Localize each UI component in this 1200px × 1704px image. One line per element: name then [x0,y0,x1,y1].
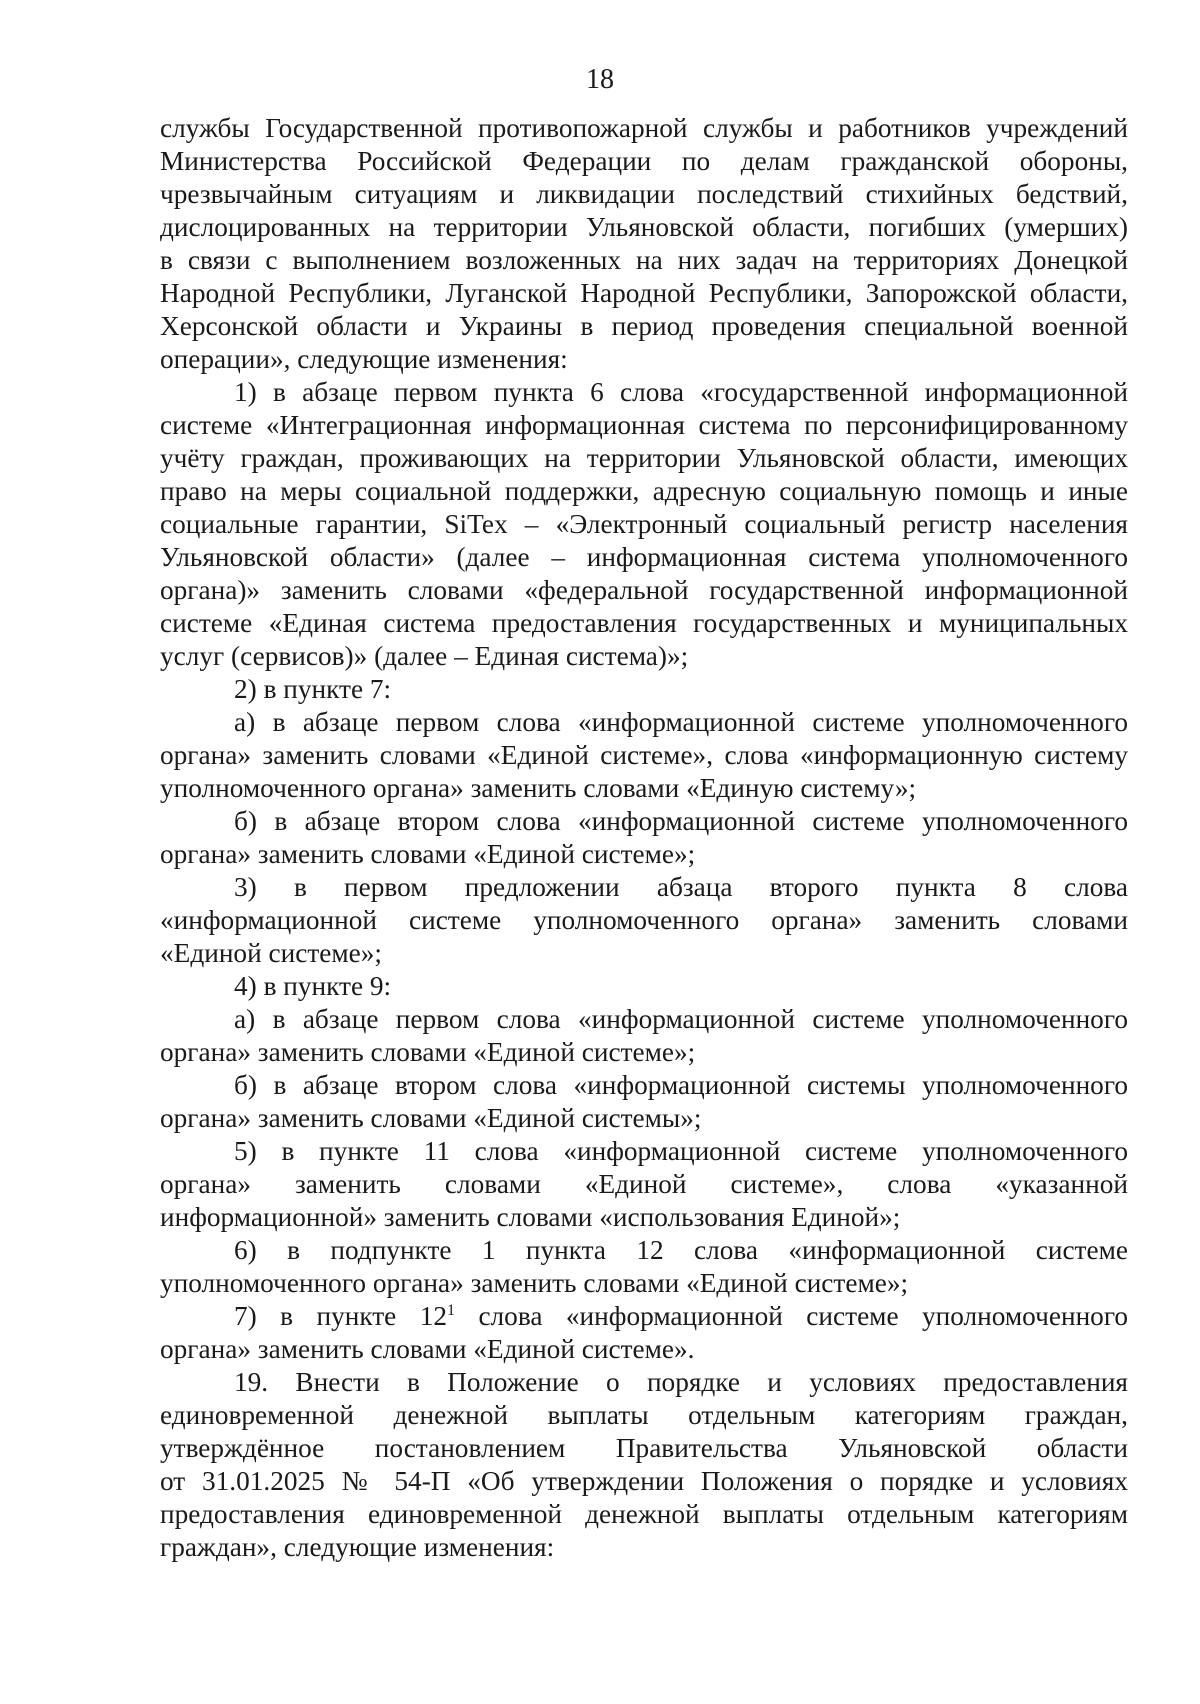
text-line: а) в абзаце первом слова «информационной системе уполномоченного [234,707,1128,737]
text-line: информационной» заменить словами «использования Единой»; [160,1202,901,1232]
text-line: органа» заменить словами «Единой системе»; [160,839,696,869]
text-line: органа» заменить словами «Единой системе», слова «указанной [160,1169,1128,1199]
text-line: чрезвычайным ситуациям и ликвидации последствий стихийных бедствий, [160,179,1128,209]
text-line: в связи с выполнением возложенных на них задач на территориях Донецкой [160,245,1128,275]
text-line: «Единой системе»; [160,938,383,968]
text-line: органа)» заменить словами «федеральной государственной информационной [160,575,1128,605]
text-line: системе «Единая система предоставления государственных и муниципальных [160,608,1128,638]
text-line: операции», следующие изменения: [160,344,568,374]
text-line [160,1300,1128,1333]
text-line: а) в абзаце первом слова «информационной системе уполномоченного [234,1004,1128,1034]
text-line: граждан», следующие изменения: [160,1532,555,1562]
text-line: 4) в пункте 9: [234,971,392,1001]
page-number: 18 [586,64,614,95]
text-line: 6) в подпункте 1 пункта 12 слова «информационной системе [234,1235,1128,1265]
text-line: службы Государственной противопожарной службы и работников учреждений [160,113,1128,143]
text-line: 3) в первом предложении абзаца второго пункта 8 слова [234,872,1128,902]
text-line: утверждённое постановлением Правительства Ульяновской области [160,1433,1128,1463]
text-line: 2) в пункте 7: [234,674,392,704]
text-line: Херсонской области и Украины в период проведения специальной военной [160,311,1128,341]
text-line: органа» заменить словами «Единой системе». [160,1334,695,1364]
text-line: органа» заменить словами «Единой системе»; [160,1037,696,1067]
text-line: б) в абзаце втором слова «информационной системе уполномоченного [234,806,1128,836]
text-line: 19. Внести в Положение о порядке и условиях предоставления [234,1367,1128,1397]
text-line: единовременной денежной выплаты отдельным категориям граждан, [160,1400,1128,1430]
text-line: органа» заменить словами «Единой системе», слова «информационную систему [160,740,1128,770]
text-line: 5) в пункте 11 слова «информационной системе уполномоченного [234,1136,1128,1166]
text-line: б) в абзаце втором слова «информационной системы уполномоченного [234,1070,1128,1100]
text-line: органа» заменить словами «Единой системы»; [160,1103,702,1133]
text-line: «информационной системе уполномоченного органа» заменить словами [160,905,1128,935]
text-fragment: слова «информационной системе уполномоченного [455,1301,1128,1331]
text-line: социальные гарантии, SiTex – «Электронный социальный регистр населения [160,509,1128,539]
document-body [160,112,1128,1564]
text-line: право на меры социальной поддержки, адресную социальную помощь и иные [160,476,1128,506]
text-line: уполномоченного органа» заменить словами «Единую систему»; [160,773,917,803]
text-line: системе «Интеграционная информационная система по персонифицированному [160,410,1128,440]
text-line: учёту граждан, проживающих на территории Ульяновской области, имеющих [160,443,1128,473]
text-line: Ульяновской области» (далее – информационная система уполномоченного [160,542,1128,572]
text-line: услуг (сервисов)» (далее – Единая система)»; [160,641,689,671]
text-line: от 31.01.2025 № 54-П «Об утверждении Положения о порядке и условиях [160,1466,1128,1496]
text-fragment: 7) в пункте 12 [234,1301,448,1331]
text-line: Министерства Российской Федерации по делам гражданской обороны, [160,146,1128,176]
text-line: уполномоченного органа» заменить словами «Единой системе»; [160,1268,909,1298]
text-line: 1) в абзаце первом пункта 6 слова «государственной информационной [234,377,1128,407]
text-line: Народной Республики, Луганской Народной Республики, Запорожской области, [160,278,1128,308]
superscript: 1 [447,1301,456,1319]
text-line: дислоцированных на территории Ульяновской области, погибших (умерших) [160,212,1128,242]
text-line: предоставления единовременной денежной выплаты отдельным категориям [160,1499,1128,1529]
